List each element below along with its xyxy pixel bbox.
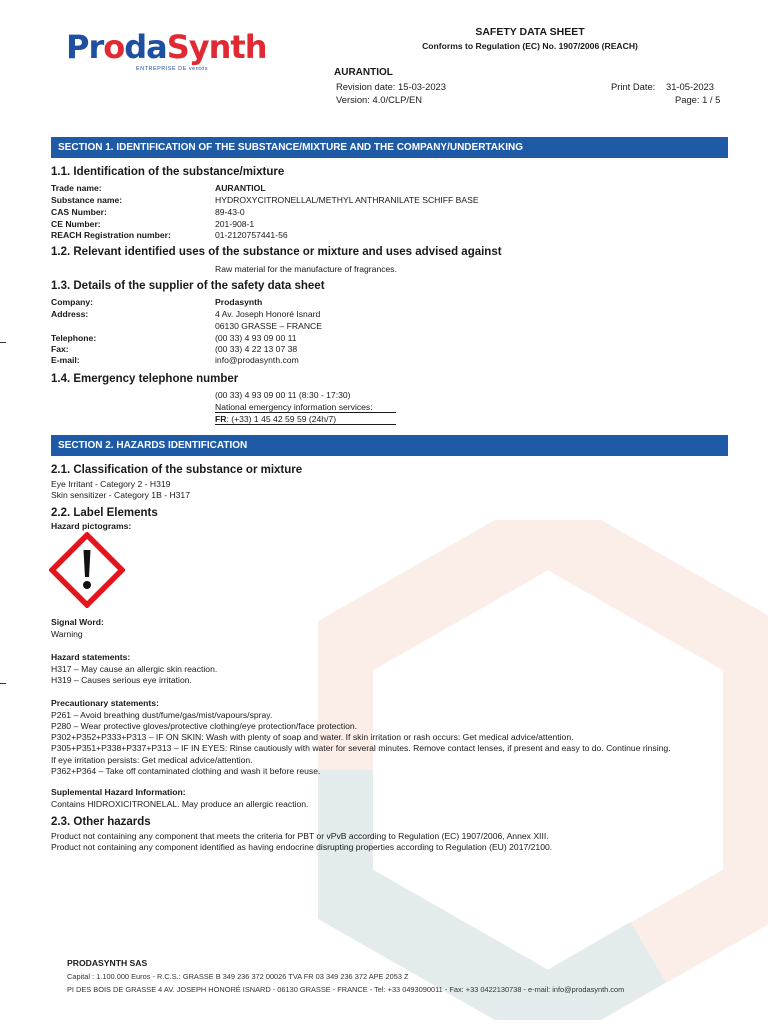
label-reach-number: REACH Registration number: xyxy=(51,230,171,240)
logo-text-o: o xyxy=(103,28,125,66)
background-watermark-logo xyxy=(318,520,768,1020)
label-supplemental-hazard: Suplemental Hazard Information: xyxy=(51,787,186,797)
label-hazard-statements: Hazard statements: xyxy=(51,652,131,662)
divider-line xyxy=(215,424,396,425)
version: Version: 4.0/CLP/EN xyxy=(336,94,422,105)
precautionary-statement: P280 – Wear protective gloves/protective clothing/eye protection/face protection. xyxy=(51,721,358,731)
footer-company: PRODASYNTH SAS xyxy=(67,958,148,968)
value-address-line1: 4 Av. Joseph Honoré Isnard xyxy=(215,309,321,319)
heading-1-1: 1.1. Identification of the substance/mixture xyxy=(51,166,285,178)
label-company: Company: xyxy=(51,297,94,307)
logo-subtitle: ENTREPRISE DE ventós xyxy=(136,66,209,72)
other-hazards-text: Product not containing any component identified as having endocrine disrupting properties according to Regulation (EU) 2017/2100. xyxy=(51,842,553,852)
classification-eye: Eye Irritant - Category 2 - H319 xyxy=(51,479,171,489)
divider-line xyxy=(215,412,396,413)
heading-2-1: 2.1. Classification of the substance or mixture xyxy=(51,464,303,476)
prodasynth-logo xyxy=(66,30,278,78)
label-cas-number: CAS Number: xyxy=(51,207,107,217)
page-number: Page: 1 / 5 xyxy=(675,94,721,105)
revision-date: Revision date: 15-03-2023 xyxy=(336,81,446,92)
footer-line-2: PI DES BOIS DE GRASSE 4 AV. JOSEPH HONORÉ ISNARD - 06130 GRASSE - FRANCE - Tel: +33 0493090011 - Fax: +33 0422130738 - e-mail: info@prodasynth.com xyxy=(67,985,625,994)
heading-2-3: 2.3. Other hazards xyxy=(51,816,151,828)
precautionary-statement: P305+P351+P338+P337+P313 – IF IN EYES: Rinse cautiously with water for several minutes. Remove contact lenses, if present and easy to do. Continue rinsing. xyxy=(51,743,671,753)
value-company: Prodasynth xyxy=(215,297,263,307)
emergency-fr-country: FR xyxy=(215,414,227,424)
emergency-fr-number: : (+33) 1 45 42 59 59 (24h/7) xyxy=(226,414,337,424)
label-substance-name: Substance name: xyxy=(51,195,123,205)
section-2-header: SECTION 2. HAZARDS IDENTIFICATION xyxy=(51,435,728,456)
section-1-header: SECTION 1. IDENTIFICATION OF THE SUBSTANCE/MIXTURE AND THE COMPANY/UNDERTAKING xyxy=(51,137,728,158)
value-trade-name: AURANTIOL xyxy=(215,183,266,193)
hazard-statement: H319 – Causes serious eye irritation. xyxy=(51,675,192,685)
emergency-phone: (00 33) 4 93 09 00 11 (8:30 - 17:30) xyxy=(215,390,351,400)
precautionary-statement: If eye irritation persists: Get medical advice/attention. xyxy=(51,755,253,765)
classification-skin: Skin sensitizer - Category 1B - H317 xyxy=(51,490,190,500)
relevant-uses-text: Raw material for the manufacture of fragrances. xyxy=(215,264,397,274)
precautionary-statement: P261 – Avoid breathing dust/fume/gas/mist/vapours/spray. xyxy=(51,710,273,720)
value-ce-number: 201-908-1 xyxy=(215,219,255,229)
value-telephone: (00 33) 4 93 09 00 11 xyxy=(215,333,297,343)
heading-1-3: 1.3. Details of the supplier of the safety data sheet xyxy=(51,280,325,292)
emergency-fr-line xyxy=(215,414,336,424)
footer-line-1: Capital : 1.100.000 Euros - R.C.S.: GRASSE B 349 236 372 00026 TVA FR 03 349 236 372 APE 2053 Z xyxy=(67,972,409,981)
print-date-value: 31-05-2023 xyxy=(666,81,714,92)
value-reach-number: 01-2120757441-56 xyxy=(215,230,288,240)
logo-text-pr: Pr xyxy=(66,28,104,66)
logo-text-synth: Synth xyxy=(166,28,267,66)
label-trade-name: Trade name: xyxy=(51,183,102,193)
label-email: E-mail: xyxy=(51,355,80,365)
label-hazard-pictograms: Hazard pictograms: xyxy=(51,521,132,531)
precautionary-statement: P302+P352+P333+P313 – IF ON SKIN: Wash with plenty of soap and water. If skin irritation or rash occurs: Get medical advice/attention. xyxy=(51,732,574,742)
value-address-line2: 06130 GRASSE – FRANCE xyxy=(215,321,322,331)
heading-1-2: 1.2. Relevant identified uses of the substance or mixture and uses advised against xyxy=(51,246,502,258)
value-substance-name: HYDROXYCITRONELLAL/METHYL ANTHRANILATE SCHIFF BASE xyxy=(215,195,479,205)
value-cas-number: 89-43-0 xyxy=(215,207,245,217)
label-address: Address: xyxy=(51,309,89,319)
hazard-statement: H317 – May cause an allergic skin reaction. xyxy=(51,664,218,674)
label-precautionary-statements: Precautionary statements: xyxy=(51,698,159,708)
logo-text-da: da xyxy=(124,28,167,66)
precautionary-statement: P362+P364 – Take off contaminated clothing and wash it before reuse. xyxy=(51,766,321,776)
label-ce-number: CE Number: xyxy=(51,219,101,229)
exclamation-mark-pictogram-icon xyxy=(49,532,125,608)
document-title: SAFETY DATA SHEET xyxy=(475,26,585,38)
heading-2-2: 2.2. Label Elements xyxy=(51,507,158,519)
label-signal-word: Signal Word: xyxy=(51,617,104,627)
value-fax: (00 33) 4 22 13 07 38 xyxy=(215,344,298,354)
value-email[interactable]: info@prodasynth.com xyxy=(215,355,299,365)
label-telephone: Telephone: xyxy=(51,333,97,343)
product-name: AURANTIOL xyxy=(334,67,393,78)
print-date-label: Print Date: xyxy=(611,81,656,92)
margin-mark xyxy=(0,683,6,684)
emergency-services-label: National emergency information services: xyxy=(215,402,373,412)
document-subtitle: Conforms to Regulation (EC) No. 1907/2006 (REACH) xyxy=(422,41,638,51)
signal-word: Warning xyxy=(51,629,83,639)
label-fax: Fax: xyxy=(51,344,69,354)
other-hazards-text: Product not containing any component that meets the criteria for PBT or vPvB according to Regulation (EC) 1907/2006, Annex XIII. xyxy=(51,831,549,841)
margin-mark xyxy=(0,342,6,343)
heading-1-4: 1.4. Emergency telephone number xyxy=(51,373,239,385)
supplemental-hazard-text: Contains HIDROXICITRONELAL. May produce an allergic reaction. xyxy=(51,799,309,809)
